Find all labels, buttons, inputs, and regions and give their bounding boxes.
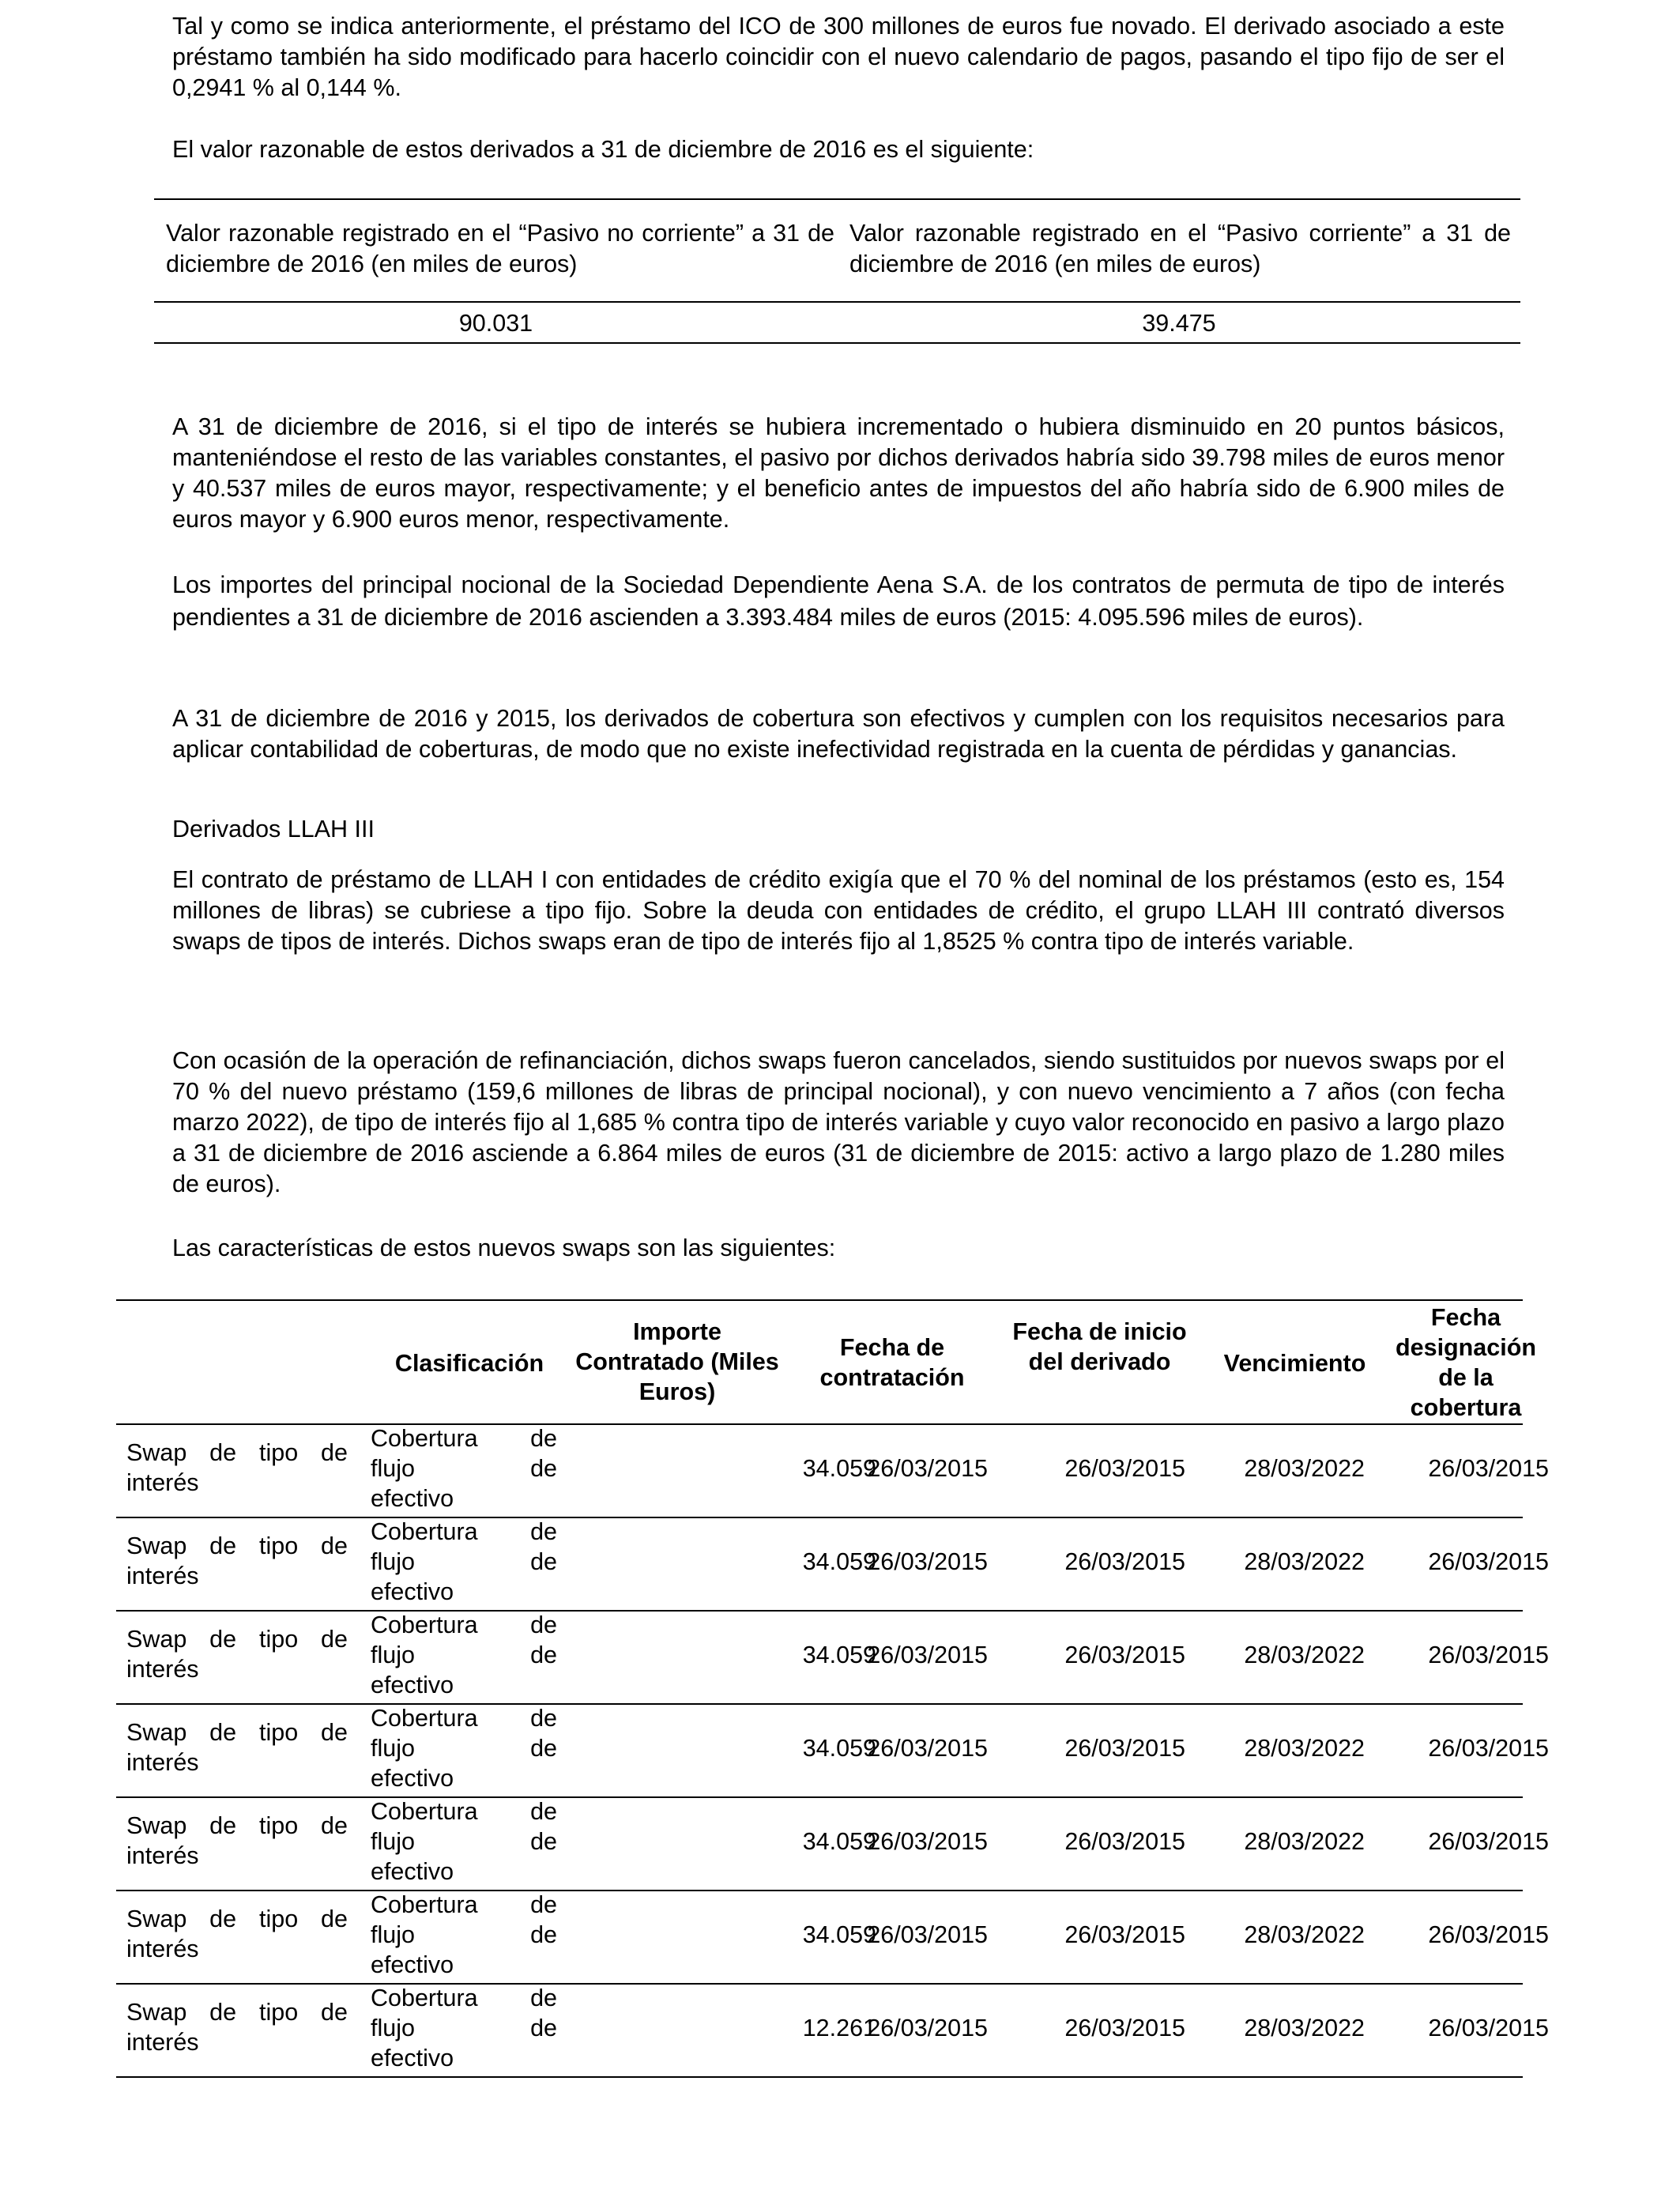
classification-word: de [530, 1828, 557, 1855]
table-row [116, 1703, 1549, 1796]
classification-word: flujo [371, 1735, 415, 1762]
cell-vencimiento: 28/03/2022 [1244, 1921, 1365, 1948]
classification-word: efectivo [371, 2045, 454, 2071]
cell-fecha-contratacion: 26/03/2015 [867, 1735, 988, 1762]
cell-fecha-inicio: 26/03/2015 [1064, 2015, 1185, 2041]
cell-importe: 12.261 [802, 2015, 876, 2041]
instrument-word: interés [126, 1656, 199, 1683]
cell-fecha-designacion: 26/03/2015 [1428, 1735, 1549, 1762]
instrument-word: de [209, 1812, 237, 1839]
classification-word: de [530, 1548, 557, 1575]
cell-vencimiento: 28/03/2022 [1244, 1548, 1365, 1575]
classification-word: de [530, 1921, 557, 1948]
instrument-word: interés [126, 1563, 199, 1589]
instrument-word: de [209, 1626, 237, 1653]
cell-vencimiento: 28/03/2022 [1244, 1642, 1365, 1668]
classification-word: Cobertura [371, 1425, 478, 1452]
classification-word: de [530, 1798, 557, 1825]
instrument-word: tipo [258, 1719, 299, 1746]
table-rule [116, 2076, 1523, 2078]
cell-importe: 34.059 [802, 1642, 876, 1668]
cell-fecha-designacion: 26/03/2015 [1428, 1828, 1549, 1855]
classification-word: Cobertura [371, 1985, 478, 2011]
classification-word: efectivo [371, 1858, 454, 1885]
cell-fecha-inicio: 26/03/2015 [1064, 1455, 1185, 1482]
cell-instrument [126, 1531, 348, 1591]
paragraph-hedge-effectiveness: A 31 de diciembre de 2016 y 2015, los derivados de cobertura son efectivos y cumplen con los requisitos necesarios para aplicar contabilidad de coberturas, de modo que no existe inefectividad registrada en la cuenta de pérdidas y ganancias. [172, 705, 1505, 763]
cell-clasificacion [371, 1423, 557, 1514]
instrument-word: tipo [258, 1626, 299, 1653]
classification-word: de [530, 1518, 557, 1545]
paragraph-llah-loan: El contrato de préstamo de LLAH I con entidades de crédito exigía que el 70 % del nominal de los préstamos (esto es, 154 millones de libras) se cubriese a tipo fijo. Sobre la deuda con entidades de crédito, el grupo LLAH III contrató diversos swaps de tipos de interés. Dichos swaps eran de tipo de interés fijo al 1,8525 % contra tipo de interés variable. [172, 866, 1505, 955]
table-rule [154, 198, 1520, 200]
cell-fecha-contratacion: 26/03/2015 [867, 1642, 988, 1668]
cell-fecha-contratacion: 26/03/2015 [867, 1921, 988, 1948]
cell-importe: 34.059 [802, 1455, 876, 1482]
cell-importe: 34.059 [802, 1828, 876, 1855]
instrument-word: de [321, 1719, 348, 1746]
cell-vencimiento: 28/03/2022 [1244, 2015, 1365, 2041]
cell-importe: 34.059 [802, 1548, 876, 1575]
classification-word: efectivo [371, 1765, 454, 1792]
table-row [116, 1517, 1549, 1610]
cell-fecha-inicio: 26/03/2015 [1064, 1642, 1185, 1668]
cell-fecha-designacion: 26/03/2015 [1428, 1921, 1549, 1948]
table-row [116, 1890, 1549, 1983]
instrument-word: de [321, 1999, 348, 2026]
header-fecha-designacion: Fecha designación de la cobertura [1396, 1304, 1536, 1421]
classification-word: flujo [371, 1548, 415, 1575]
value-current-liability: 39.475 [1142, 310, 1216, 337]
instrument-word: tipo [258, 1906, 299, 1932]
cell-instrument [126, 1811, 348, 1871]
classification-word: de [530, 1455, 557, 1482]
instrument-word: interés [126, 1842, 199, 1869]
cell-fecha-contratacion: 26/03/2015 [867, 2015, 988, 2041]
instrument-word: Swap [126, 1626, 187, 1653]
instrument-word: interés [126, 1749, 199, 1776]
cell-vencimiento: 28/03/2022 [1244, 1828, 1365, 1855]
instrument-word: de [209, 1439, 237, 1466]
instrument-word: de [321, 1532, 348, 1559]
classification-word: Cobertura [371, 1705, 478, 1732]
classification-word: flujo [371, 1921, 415, 1948]
instrument-word: Swap [126, 1812, 187, 1839]
instrument-word: Swap [126, 1719, 187, 1746]
cell-fecha-inicio: 26/03/2015 [1064, 1828, 1185, 1855]
classification-word: de [530, 1891, 557, 1918]
paragraph-ico-novation: Tal y como se indica anteriormente, el préstamo del ICO de 300 millones de euros fue novado. El derivado asociado a este préstamo también ha sido modificado para hacerlo coincidir con el nuevo calendario de pagos, pasando el tipo fijo de ser el 0,2941 % al 0,144 %. [172, 13, 1505, 101]
value-noncurrent-liability: 90.031 [458, 310, 533, 337]
paragraph-fair-value-intro: El valor razonable de estos derivados a 31 de diciembre de 2016 es el siguiente: [172, 136, 1034, 163]
instrument-word: tipo [258, 1812, 299, 1839]
instrument-word: de [321, 1812, 348, 1839]
table-rule [154, 342, 1520, 344]
cell-instrument [126, 1997, 348, 2057]
table-row [116, 1610, 1549, 1703]
instrument-word: de [209, 1999, 237, 2026]
instrument-word: de [209, 1532, 237, 1559]
instrument-word: Swap [126, 1439, 187, 1466]
paragraph-refinancing: Con ocasión de la operación de refinanciación, dichos swaps fueron cancelados, siendo sustituidos por nuevos swaps por el 70 % del nuevo préstamo (159,6 millones de libras de principal nocional), y con nuevo vencimiento a 7 años (con fecha marzo 2022), de tipo de interés fijo al 1,685 % contra tipo de interés variable y cuyo valor reconocido en pasivo a largo plazo a 31 de diciembre de 2016 asciende a 6.864 miles de euros (31 de diciembre de 2015: activo a largo plazo de 1.280 miles de euros). [172, 1047, 1505, 1197]
cell-fecha-contratacion: 26/03/2015 [867, 1828, 988, 1855]
instrument-word: de [209, 1719, 237, 1746]
instrument-word: tipo [258, 1439, 299, 1466]
cell-clasificacion [371, 1703, 557, 1793]
cell-clasificacion [371, 1610, 557, 1700]
classification-word: flujo [371, 1642, 415, 1668]
cell-instrument [126, 1904, 348, 1964]
classification-word: efectivo [371, 1485, 454, 1512]
instrument-word: Swap [126, 1532, 187, 1559]
instrument-word: de [321, 1906, 348, 1932]
table-rule [154, 301, 1520, 303]
header-clasificacion: Clasificación [394, 1350, 544, 1377]
header-fecha-inicio: Fecha de inicio del derivado [1012, 1318, 1187, 1375]
instrument-word: Swap [126, 1906, 187, 1932]
cell-fecha-designacion: 26/03/2015 [1428, 1548, 1549, 1575]
instrument-word: tipo [258, 1999, 299, 2026]
cell-fecha-inicio: 26/03/2015 [1064, 1548, 1185, 1575]
header-importe: Importe Contratado (Miles Euros) [575, 1318, 779, 1405]
classification-word: de [530, 1642, 557, 1668]
classification-word: efectivo [371, 1578, 454, 1605]
instrument-word: de [209, 1906, 237, 1932]
instrument-word: interés [126, 2029, 199, 2056]
cell-instrument [126, 1717, 348, 1777]
paragraph-notional: Los importes del principal nocional de la Sociedad Dependiente Aena S.A. de los contratos de permuta de tipo de interés pendientes a 31 de diciembre de 2016 ascienden a 3.393.484 miles de euros (2015: 4.095.596 miles de euros). [172, 571, 1505, 631]
paragraph-sensitivity: A 31 de diciembre de 2016, si el tipo de interés se hubiera incrementado o hubiera disminuido en 20 puntos básicos, manteniéndose el resto de las variables constantes, el pasivo por dichos derivados habría sido 39.798 miles de euros menor y 40.537 miles de euros mayor, respectivamente; y el beneficio antes de impuestos del año habría sido de 6.900 miles de euros mayor y 6.900 euros menor, respectivamente. [172, 413, 1505, 533]
cell-fecha-inicio: 26/03/2015 [1064, 1735, 1185, 1762]
cell-instrument [126, 1438, 348, 1498]
cell-clasificacion [371, 1517, 557, 1607]
cell-fecha-contratacion: 26/03/2015 [867, 1548, 988, 1575]
classification-word: Cobertura [371, 1798, 478, 1825]
instrument-word: de [321, 1626, 348, 1653]
cell-instrument [126, 1624, 348, 1684]
table-rule [116, 1299, 1523, 1301]
cell-fecha-inicio: 26/03/2015 [1064, 1921, 1185, 1948]
cell-clasificacion [371, 1796, 557, 1887]
table-row [116, 1796, 1549, 1890]
classification-word: de [530, 1425, 557, 1452]
paragraph-swap-characteristics: Las características de estos nuevos swaps son las siguientes: [172, 1235, 836, 1261]
classification-word: flujo [371, 2015, 415, 2041]
classification-word: Cobertura [371, 1891, 478, 1918]
classification-word: de [530, 1612, 557, 1638]
classification-word: efectivo [371, 1951, 454, 1978]
classification-word: de [530, 1985, 557, 2011]
classification-word: de [530, 1735, 557, 1762]
cell-clasificacion [371, 1983, 557, 2073]
cell-vencimiento: 28/03/2022 [1244, 1455, 1365, 1482]
instrument-word: tipo [258, 1532, 299, 1559]
instrument-word: Swap [126, 1999, 187, 2026]
classification-word: Cobertura [371, 1612, 478, 1638]
classification-word: de [530, 1705, 557, 1732]
cell-fecha-designacion: 26/03/2015 [1428, 1455, 1549, 1482]
table-row [116, 1983, 1549, 2076]
instrument-word: interés [126, 1936, 199, 1962]
header-current-liability: Valor razonable registrado en el “Pasivo corriente” a 31 de diciembre de 2016 (en miles de euros) [849, 220, 1511, 277]
cell-fecha-designacion: 26/03/2015 [1428, 2015, 1549, 2041]
cell-importe: 34.059 [802, 1735, 876, 1762]
classification-word: Cobertura [371, 1518, 478, 1545]
header-fecha-contratacion: Fecha de contratación [819, 1334, 965, 1391]
section-heading-llah-iii: Derivados LLAH III [172, 816, 375, 843]
header-vencimiento: Vencimiento [1223, 1350, 1366, 1377]
header-noncurrent-liability: Valor razonable registrado en el “Pasivo no corriente” a 31 de diciembre de 2016 (en miles de euros) [166, 220, 834, 277]
table-row [116, 1423, 1549, 1517]
classification-word: efectivo [371, 1672, 454, 1698]
instrument-word: interés [126, 1469, 199, 1496]
cell-importe: 34.059 [802, 1921, 876, 1948]
instrument-word: de [321, 1439, 348, 1466]
classification-word: de [530, 2015, 557, 2041]
classification-word: flujo [371, 1455, 415, 1482]
cell-fecha-designacion: 26/03/2015 [1428, 1642, 1549, 1668]
classification-word: flujo [371, 1828, 415, 1855]
cell-vencimiento: 28/03/2022 [1244, 1735, 1365, 1762]
cell-clasificacion [371, 1890, 557, 1980]
cell-fecha-contratacion: 26/03/2015 [867, 1455, 988, 1482]
